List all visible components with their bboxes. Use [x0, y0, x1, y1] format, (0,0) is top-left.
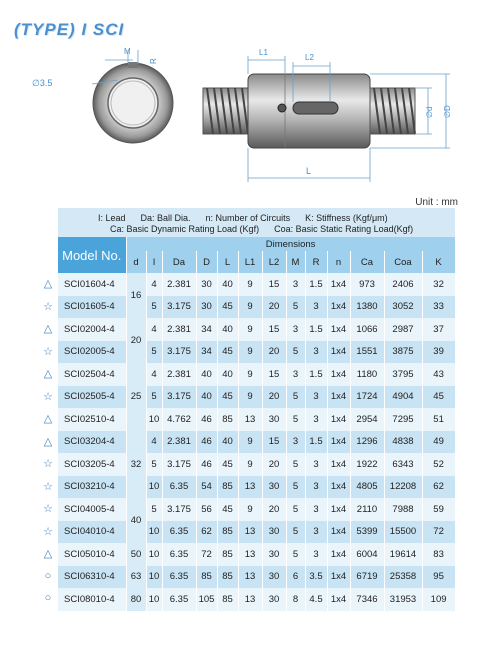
model-cell: SCI02504-4: [58, 363, 126, 386]
table-row: [58, 566, 455, 589]
cell-l1: 13: [238, 408, 262, 431]
cell-d: 34: [196, 318, 217, 341]
cell-l: 40: [217, 363, 238, 386]
cell-ca: 1180: [350, 363, 384, 386]
table-row: [58, 273, 455, 296]
cell-k: 32: [422, 273, 455, 296]
model-cell: SCI08010-4: [58, 588, 126, 611]
cell-m: 5: [286, 341, 305, 364]
cell-l: 4: [146, 318, 162, 341]
cell-l: 10: [146, 588, 162, 611]
legend-row-1: [58, 208, 455, 223]
cell-n: 1x4: [327, 408, 350, 431]
cell-d: 40: [196, 386, 217, 409]
cell-d: 80: [126, 588, 146, 611]
model-cell: SCI03204-4: [58, 431, 126, 454]
cell-d: 56: [196, 498, 217, 521]
cell-n: 1x4: [327, 431, 350, 454]
cell-da: 6.35: [162, 588, 196, 611]
cell-r: 1.5: [305, 431, 327, 454]
cell-l2: 30: [262, 566, 286, 589]
cell-l1: 9: [238, 453, 262, 476]
cell-l: 10: [146, 408, 162, 431]
cell-r: 1.5: [305, 273, 327, 296]
cell-k: 39: [422, 341, 455, 364]
cell-r: 3.5: [305, 566, 327, 589]
cell-coa: 25358: [384, 566, 422, 589]
column-header-l: L: [217, 251, 238, 273]
column-header-r: R: [305, 251, 327, 273]
cell-ca: 1922: [350, 453, 384, 476]
star-icon: ☆: [43, 480, 53, 493]
cell-n: 1x4: [327, 453, 350, 476]
cell-l2: 30: [262, 476, 286, 499]
cell-m: 5: [286, 453, 305, 476]
l-label: L: [306, 166, 312, 176]
cell-l1: 9: [238, 386, 262, 409]
table-row: [58, 296, 455, 319]
cell-da: 3.175: [162, 341, 196, 364]
cell-l: 4: [146, 431, 162, 454]
dimensions-header: Dimensions: [126, 237, 455, 251]
column-header-l1: L1: [238, 251, 262, 273]
m-label: M: [124, 47, 131, 56]
cell-n: 1x4: [327, 521, 350, 544]
table-row: [58, 408, 455, 431]
column-header-coa: Coa: [384, 251, 422, 273]
cell-d: 72: [196, 543, 217, 566]
cell-d: 30: [196, 296, 217, 319]
cell-l: 45: [217, 386, 238, 409]
cell-k: 109: [422, 588, 455, 611]
cell-l: 5: [146, 453, 162, 476]
cell-r: 1.5: [305, 363, 327, 386]
cell-n: 1x4: [327, 386, 350, 409]
cell-coa: 6343: [384, 453, 422, 476]
d-label: ∅d: [425, 106, 434, 118]
cell-l: 85: [217, 521, 238, 544]
cell-k: 72: [422, 521, 455, 544]
legend-line-2: Ca: Basic Dynamic Rating Load (Kgf) Coa: Basic Static Rating Load(Kgf): [110, 223, 414, 234]
cell-l2: 30: [262, 543, 286, 566]
cell-da: 2.381: [162, 363, 196, 386]
cell-coa: 12208: [384, 476, 422, 499]
cell-da: 4.762: [162, 408, 196, 431]
cell-l1: 9: [238, 341, 262, 364]
cell-k: 52: [422, 453, 455, 476]
cell-d: 16: [126, 273, 146, 318]
star-icon: ☆: [43, 300, 53, 313]
cell-l1: 9: [238, 431, 262, 454]
cell-n: 1x4: [327, 296, 350, 319]
cell-l1: 13: [238, 588, 262, 611]
circle-icon: ○: [44, 592, 52, 605]
cell-l2: 20: [262, 341, 286, 364]
cell-l: 85: [217, 408, 238, 431]
cell-r: 1.5: [305, 318, 327, 341]
cell-l: 5: [146, 498, 162, 521]
model-cell: SCI02505-4: [58, 386, 126, 409]
cell-ca: 1551: [350, 341, 384, 364]
star-icon: ☆: [43, 458, 53, 471]
cell-l2: 20: [262, 453, 286, 476]
cell-l: 5: [146, 296, 162, 319]
table-row: [58, 386, 455, 409]
triangle-icon: △: [43, 323, 53, 336]
cell-l: 10: [146, 566, 162, 589]
cell-da: 6.35: [162, 476, 196, 499]
cell-n: 1x4: [327, 341, 350, 364]
cell-k: 83: [422, 543, 455, 566]
triangle-icon: △: [43, 413, 53, 426]
star-icon: ☆: [43, 345, 53, 358]
cell-l2: 15: [262, 363, 286, 386]
cell-k: 51: [422, 408, 455, 431]
cell-ca: 1066: [350, 318, 384, 341]
cell-r: 3: [305, 296, 327, 319]
cell-coa: 15500: [384, 521, 422, 544]
cell-l: 45: [217, 341, 238, 364]
cell-m: 3: [286, 318, 305, 341]
cell-l: 40: [217, 318, 238, 341]
cell-l: 85: [217, 476, 238, 499]
cell-l: 5: [146, 386, 162, 409]
cell-l2: 20: [262, 296, 286, 319]
ballscrew-drawing: [0, 40, 480, 190]
cell-ca: 973: [350, 273, 384, 296]
cell-d: 32: [126, 431, 146, 499]
big-d-label: ∅D: [443, 105, 452, 118]
cell-l2: 20: [262, 386, 286, 409]
table-row: [58, 476, 455, 499]
cell-m: 5: [286, 408, 305, 431]
cell-l2: 15: [262, 431, 286, 454]
r-label: R: [149, 58, 158, 64]
cell-l: 45: [217, 453, 238, 476]
cell-ca: 2110: [350, 498, 384, 521]
cell-d: 54: [196, 476, 217, 499]
cell-l2: 20: [262, 498, 286, 521]
column-header-l2: L2: [262, 251, 286, 273]
cell-d: 105: [196, 588, 217, 611]
cell-k: 49: [422, 431, 455, 454]
cell-l: 4: [146, 363, 162, 386]
cell-m: 6: [286, 566, 305, 589]
cell-l2: 30: [262, 521, 286, 544]
model-cell: SCI05010-4: [58, 543, 126, 566]
cell-m: 8: [286, 588, 305, 611]
cell-ca: 2954: [350, 408, 384, 431]
star-icon: ☆: [43, 390, 53, 403]
cell-d: 62: [196, 521, 217, 544]
cell-l2: 15: [262, 318, 286, 341]
cell-l: 45: [217, 498, 238, 521]
cell-coa: 4838: [384, 431, 422, 454]
model-cell: SCI02005-4: [58, 341, 126, 364]
star-icon: ☆: [43, 525, 53, 538]
l2-label: L2: [305, 53, 314, 62]
column-header-k: K: [422, 251, 455, 273]
cell-da: 3.175: [162, 498, 196, 521]
cell-m: 5: [286, 476, 305, 499]
cell-ca: 1380: [350, 296, 384, 319]
triangle-icon: △: [43, 435, 53, 448]
cell-k: 45: [422, 386, 455, 409]
cell-l: 40: [217, 273, 238, 296]
model-cell: SCI01605-4: [58, 296, 126, 319]
phi35-label: ∅3.5: [32, 78, 53, 88]
cell-ca: 4805: [350, 476, 384, 499]
cell-n: 1x4: [327, 476, 350, 499]
cell-l: 10: [146, 521, 162, 544]
legend-line-1: I: Lead Da: Ball Dia. n: Number of Circuits K: Stiffness (Kgf/μm): [98, 212, 388, 223]
unit-label: Unit : mm: [415, 197, 458, 208]
cell-r: 3: [305, 543, 327, 566]
cell-m: 5: [286, 543, 305, 566]
cell-r: 3: [305, 453, 327, 476]
spec-table: [58, 208, 456, 611]
l1-label: L1: [259, 48, 268, 57]
cell-k: 43: [422, 363, 455, 386]
column-header-d: d: [126, 251, 146, 273]
cell-n: 1x4: [327, 363, 350, 386]
cell-coa: 7295: [384, 408, 422, 431]
cell-d: 85: [196, 566, 217, 589]
cell-r: 3: [305, 386, 327, 409]
column-header-d: D: [196, 251, 217, 273]
cell-l: 5: [146, 341, 162, 364]
cell-coa: 19614: [384, 543, 422, 566]
table-row: [58, 543, 455, 566]
cell-d: 20: [126, 318, 146, 363]
model-cell: SCI04005-4: [58, 498, 126, 521]
cell-coa: 3795: [384, 363, 422, 386]
cell-d: 46: [196, 453, 217, 476]
table-row: [58, 318, 455, 341]
triangle-icon: △: [43, 548, 53, 561]
cell-ca: 6004: [350, 543, 384, 566]
cell-m: 3: [286, 363, 305, 386]
table-row: [58, 588, 455, 611]
cell-n: 1x4: [327, 498, 350, 521]
cell-ca: 5399: [350, 521, 384, 544]
cell-l: 85: [217, 588, 238, 611]
cell-l1: 13: [238, 543, 262, 566]
table-row: [58, 431, 455, 454]
cell-l1: 13: [238, 566, 262, 589]
cell-l1: 13: [238, 521, 262, 544]
model-cell: SCI06310-4: [58, 566, 126, 589]
cell-l1: 9: [238, 318, 262, 341]
cell-l1: 9: [238, 296, 262, 319]
cell-l2: 15: [262, 273, 286, 296]
cell-da: 2.381: [162, 318, 196, 341]
triangle-icon: △: [43, 368, 53, 381]
cell-n: 1x4: [327, 588, 350, 611]
column-header-da: Da: [162, 251, 196, 273]
cell-da: 2.381: [162, 431, 196, 454]
cell-m: 5: [286, 386, 305, 409]
column-header-ca: Ca: [350, 251, 384, 273]
cell-ca: 6719: [350, 566, 384, 589]
cell-r: 3: [305, 341, 327, 364]
table-row: [58, 363, 455, 386]
cell-ca: 1296: [350, 431, 384, 454]
cell-l: 4: [146, 273, 162, 296]
cell-d: 30: [196, 273, 217, 296]
cell-m: 3: [286, 431, 305, 454]
column-header-m: M: [286, 251, 305, 273]
legend-row-2: [58, 223, 455, 237]
cell-d: 34: [196, 341, 217, 364]
cell-d: 46: [196, 431, 217, 454]
model-cell: SCI02510-4: [58, 408, 126, 431]
cell-d: 40: [196, 363, 217, 386]
cell-d: 25: [126, 363, 146, 431]
cell-m: 5: [286, 498, 305, 521]
cell-ca: 1724: [350, 386, 384, 409]
cell-d: 63: [126, 566, 146, 589]
cell-da: 3.175: [162, 453, 196, 476]
cell-n: 1x4: [327, 273, 350, 296]
table-row: [58, 453, 455, 476]
cell-coa: 3052: [384, 296, 422, 319]
cell-l: 85: [217, 543, 238, 566]
cell-da: 6.35: [162, 521, 196, 544]
cell-coa: 2987: [384, 318, 422, 341]
model-cell: SCI03210-4: [58, 476, 126, 499]
cell-d: 46: [196, 408, 217, 431]
table-row: [58, 498, 455, 521]
end-view: [32, 47, 173, 143]
cell-da: 6.35: [162, 566, 196, 589]
circle-icon: ○: [44, 569, 52, 582]
cell-l2: 30: [262, 588, 286, 611]
cell-coa: 3875: [384, 341, 422, 364]
cell-m: 3: [286, 273, 305, 296]
cell-k: 33: [422, 296, 455, 319]
cell-coa: 4904: [384, 386, 422, 409]
model-cell: SCI02004-4: [58, 318, 126, 341]
cell-k: 37: [422, 318, 455, 341]
cell-l1: 9: [238, 363, 262, 386]
cell-l: 10: [146, 476, 162, 499]
cell-l: 10: [146, 543, 162, 566]
cell-coa: 2406: [384, 273, 422, 296]
cell-n: 1x4: [327, 543, 350, 566]
cell-da: 3.175: [162, 386, 196, 409]
star-icon: ☆: [43, 503, 53, 516]
table-body: [58, 273, 455, 611]
cell-da: 3.175: [162, 296, 196, 319]
cell-coa: 7988: [384, 498, 422, 521]
cell-l1: 9: [238, 273, 262, 296]
model-cell: SCI03205-4: [58, 453, 126, 476]
table-row: [58, 341, 455, 364]
cell-n: 1x4: [327, 318, 350, 341]
model-no-header: Model No.: [58, 237, 126, 273]
cell-l1: 13: [238, 476, 262, 499]
cell-r: 3: [305, 521, 327, 544]
cell-r: 3: [305, 498, 327, 521]
cell-k: 62: [422, 476, 455, 499]
cell-d: 40: [126, 498, 146, 543]
cell-l1: 9: [238, 498, 262, 521]
triangle-icon: △: [43, 278, 53, 291]
cell-m: 5: [286, 296, 305, 319]
model-cell: SCI01604-4: [58, 273, 126, 296]
dimensions-header-row: [58, 237, 455, 251]
side-view: [203, 48, 452, 182]
cell-r: 4.5: [305, 588, 327, 611]
cell-r: 3: [305, 408, 327, 431]
cell-l: 85: [217, 566, 238, 589]
cell-l: 45: [217, 296, 238, 319]
cell-m: 5: [286, 521, 305, 544]
model-cell: SCI04010-4: [58, 521, 126, 544]
cell-k: 59: [422, 498, 455, 521]
cell-d: 50: [126, 543, 146, 566]
page-title: (TYPE) I SCI: [14, 20, 125, 39]
cell-da: 6.35: [162, 543, 196, 566]
cell-l2: 30: [262, 408, 286, 431]
cell-r: 3: [305, 476, 327, 499]
table-row: [58, 521, 455, 544]
column-header-n: n: [327, 251, 350, 273]
column-header-l: l: [146, 251, 162, 273]
cell-n: 1x4: [327, 566, 350, 589]
cell-k: 95: [422, 566, 455, 589]
cell-coa: 31953: [384, 588, 422, 611]
cell-ca: 7346: [350, 588, 384, 611]
cell-l: 40: [217, 431, 238, 454]
cell-da: 2.381: [162, 273, 196, 296]
